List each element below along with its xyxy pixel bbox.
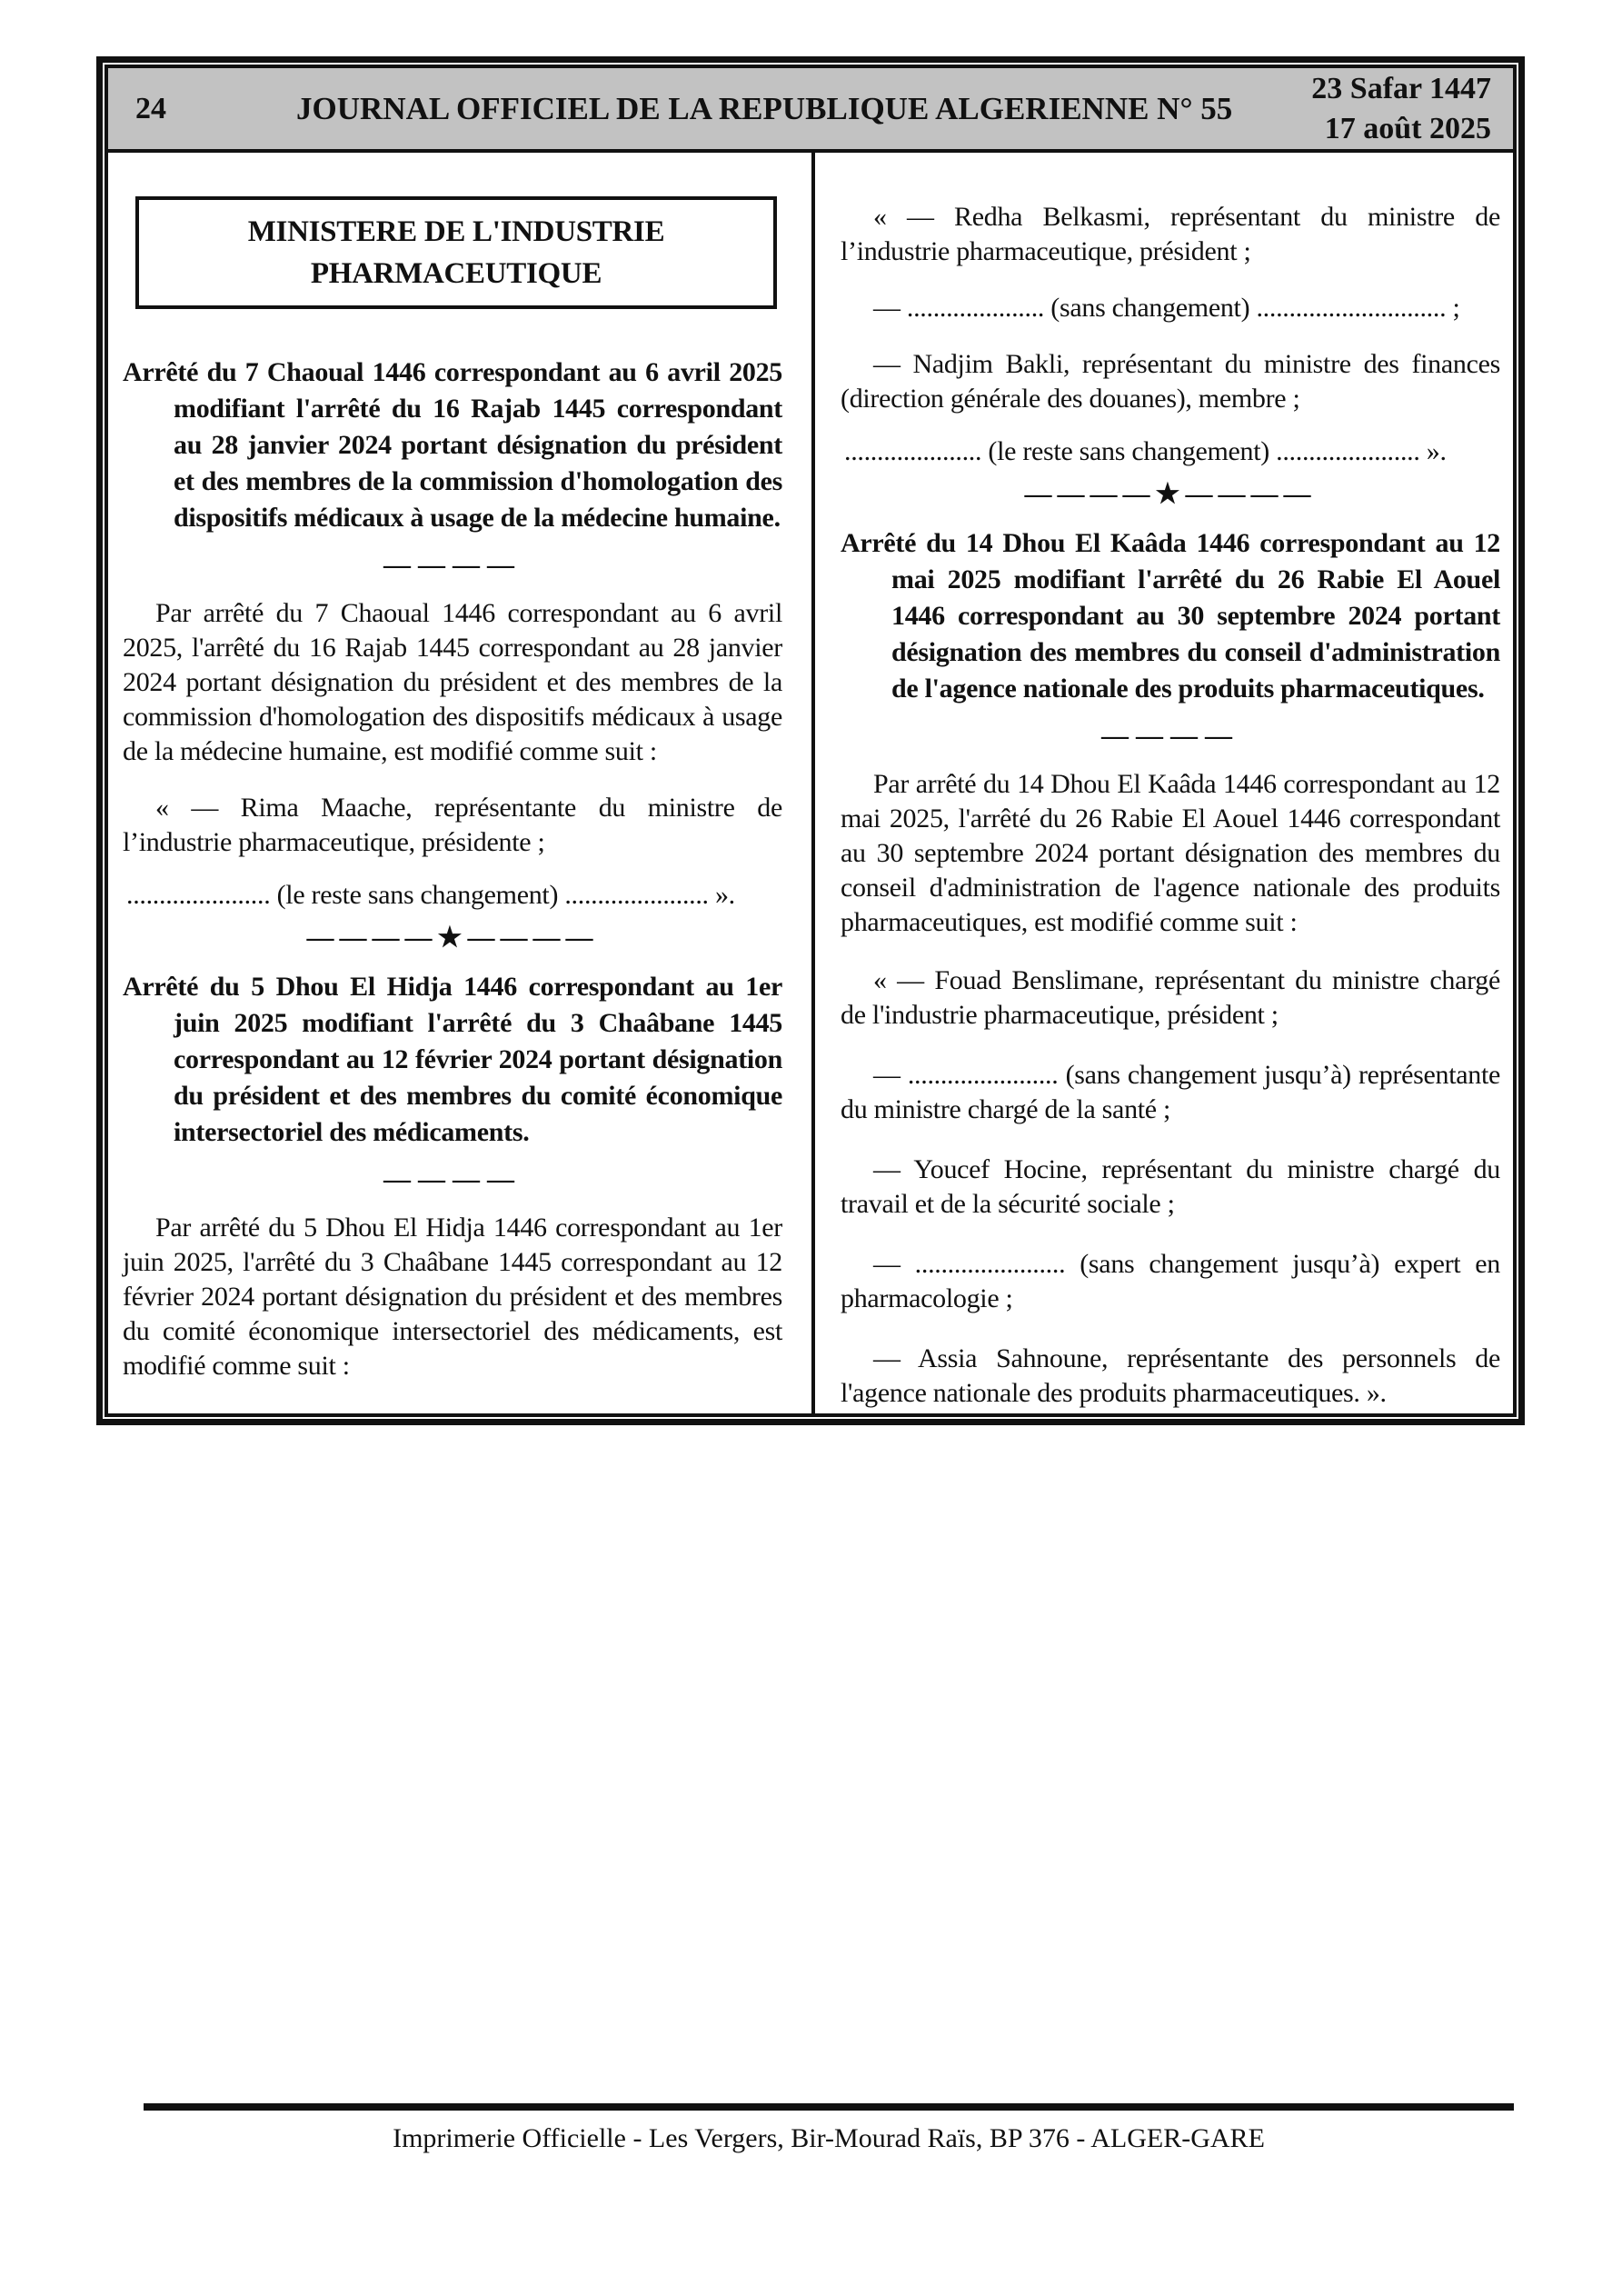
journal-header <box>108 68 1513 153</box>
star-separator: ————★———— <box>1024 479 1317 509</box>
star-separator: ————★———— <box>306 923 599 953</box>
left-column <box>123 153 782 1383</box>
decree1-rest-line: ...................... (le reste sans changement) ...................... ». <box>126 880 735 910</box>
page-inner-frame <box>104 65 1517 1417</box>
decree1-body: Par arrêté du 7 Chaoual 1446 correspondant au 6 avril 2025, l'arrêté du 16 Rajab 1445 correspondant au 28 janvier 2024 portant désignation du président et des membres de la commission d'homologation des dispositifs médicaux à usage de la médecine humaine, est modifié comme suit : <box>123 598 782 766</box>
right-column <box>841 153 1500 1411</box>
dash-separator: ———— <box>383 550 522 580</box>
dash-separator: ———— <box>1101 721 1239 751</box>
decree1-title: Arrêté du 7 Chaoual 1446 correspondant au 6 avril 2025 modifiant l'arrêté du 16 Rajab 1445 correspondant au 28 janvier 2024 portant désignation du président et des membres de la commission d'homologation des dispositifs médicaux à usage de la médecine humaine. <box>123 357 782 533</box>
page-frame <box>96 56 1525 1425</box>
issue-dates <box>1311 69 1491 149</box>
date-hijri: 23 Safar 1447 <box>1311 71 1491 105</box>
decree3-title: Arrêté du 14 Dhou El Kaâda 1446 correspondant au 12 mai 2025 modifiant l'arrêté du 26 Rabie El Aouel 1446 correspondant au 30 septembre 2024 portant désignation des membres du conseil d'administration de l'agence nationale des produits pharmaceutiques. <box>841 528 1500 704</box>
date-gregorian: 17 août 2025 <box>1324 111 1491 145</box>
dash-separator: ———— <box>383 1164 522 1194</box>
ministry-title-line2: PHARMACEUTIQUE <box>310 257 602 290</box>
decree1-member-item: « — Rima Maache, représentante du ministre de l’industrie pharmaceutique, présidente ; <box>123 793 782 857</box>
decree3-unchanged-line: — ....................... (sans changement jusqu’à) expert en pharmacologie ; <box>841 1249 1500 1313</box>
journal-title: JOURNAL OFFICIEL DE LA REPUBLIQUE ALGERIENNE N° 55 <box>296 90 1233 126</box>
decree2-rest-line: ..................... (le reste sans changement) ...................... ». <box>844 436 1447 466</box>
decree3-unchanged-line: — ....................... (sans changement jusqu’à) représentante du ministre chargé de la santé ; <box>841 1060 1500 1124</box>
page-number: 24 <box>135 91 166 125</box>
decree3-body: Par arrêté du 14 Dhou El Kaâda 1446 correspondant au 12 mai 2025, l'arrêté du 26 Rabie El Aouel 1446 correspondant au 30 septembre 2024 portant désignation des membres du conseil d'administration de l'agence nationale des produits pharmaceutiques, est modifié comme suit : <box>841 769 1500 937</box>
decree2-member-item: — Nadjim Bakli, représentant du ministre des finances (direction générale des douanes), membre ; <box>841 349 1500 414</box>
column-divider <box>811 153 815 1413</box>
footer-imprint: Imprimerie Officielle - Les Vergers, Bir-Mourad Raïs, BP 376 - ALGER-GARE <box>393 2123 1265 2153</box>
page-content <box>108 153 1513 1413</box>
ministry-title-line1: MINISTERE DE L'INDUSTRIE <box>247 215 665 248</box>
decree2-body: Par arrêté du 5 Dhou El Hidja 1446 correspondant au 1er juin 2025, l'arrêté du 3 Chaâbane 1445 correspondant au 12 février 2024 portant désignation du président et des membres du comité économique intersectoriel des médicaments, est modifié comme suit : <box>123 1213 782 1381</box>
decree2-title: Arrêté du 5 Dhou El Hidja 1446 correspondant au 1er juin 2025 modifiant l'arrêté du 3 Chaâbane 1445 correspondant au 12 février 2024 portant désignation du président et des membres du comité économique intersectoriel des médicaments. <box>123 972 782 1147</box>
decree2-unchanged-line: — ..................... (sans changement) ............................. ; <box>873 293 1460 323</box>
ministry-title-box <box>135 196 777 309</box>
decree3-member-item: — Youcef Hocine, représentant du ministre chargé du travail et de la sécurité sociale ; <box>841 1154 1500 1219</box>
footer-rule <box>144 2103 1514 2111</box>
decree2-member-item: « — Redha Belkasmi, représentant du ministre de l’industrie pharmaceutique, président ; <box>841 202 1500 266</box>
decree3-member-item: — Assia Sahnoune, représentante des personnels de l'agence nationale des produits pharmaceutiques. ». <box>841 1343 1500 1408</box>
decree3-member-item: « — Fouad Benslimane, représentant du ministre chargé de l'industrie pharmaceutique, président ; <box>841 965 1500 1030</box>
